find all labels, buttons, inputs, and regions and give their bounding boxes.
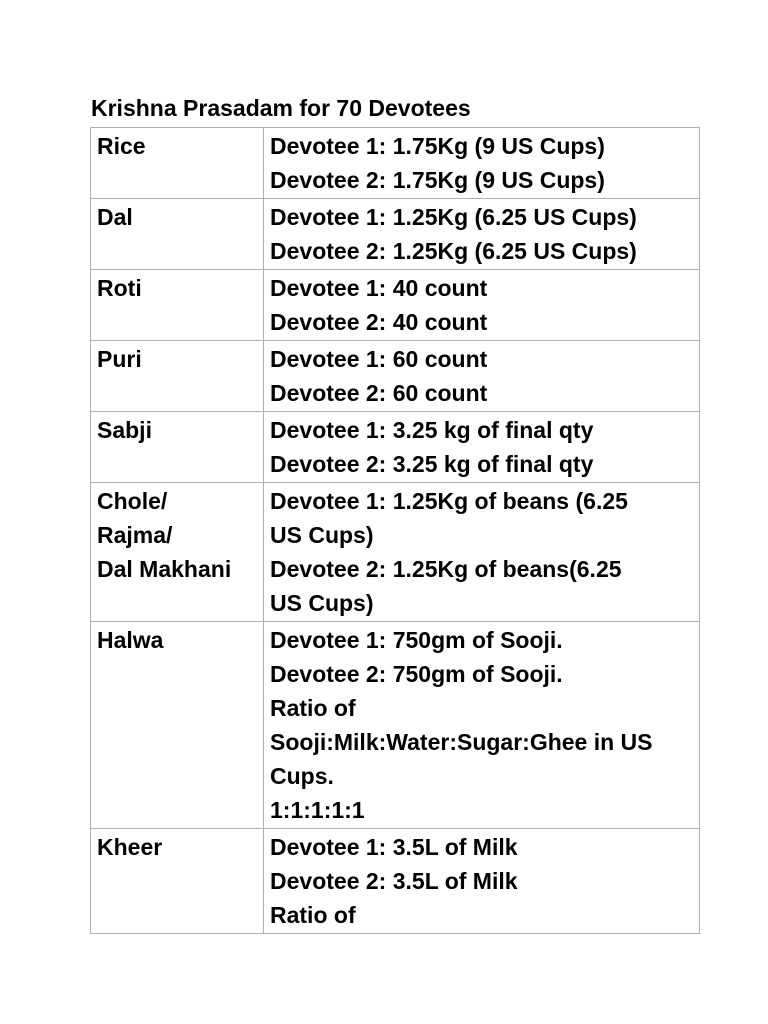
table-row (91, 483, 700, 622)
quantity-detail-line: Ratio of (270, 902, 356, 928)
item-name-cell (91, 270, 264, 341)
quantity-detail-line: Devotee 1: 750gm of Sooji. (270, 627, 563, 653)
quantity-details-cell (264, 412, 700, 483)
quantity-detail-line: Devotee 1: 1.75Kg (9 US Cups) (270, 133, 605, 159)
item-name-line: Rajma/ (97, 522, 173, 548)
quantity-detail-line: Devotee 2: 60 count (270, 380, 488, 406)
quantity-details-cell (264, 270, 700, 341)
item-name-line: Rice (97, 133, 146, 159)
quantity-detail-line: Devotee 2: 3.25 kg of final qty (270, 451, 594, 477)
quantity-detail-line: Devotee 1: 40 count (270, 275, 488, 301)
table-row (91, 341, 700, 412)
document-title: Krishna Prasadam for 70 Devotees (91, 95, 471, 121)
quantity-details-cell (264, 483, 700, 622)
quantity-details-cell (264, 341, 700, 412)
quantity-detail-line: Cups. (270, 763, 334, 789)
table-row (91, 270, 700, 341)
quantity-detail-line: Sooji:Milk:Water:Sugar:Ghee in US (270, 729, 653, 755)
quantity-detail-line: US Cups) (270, 522, 374, 548)
prasadam-table (90, 127, 700, 934)
quantity-detail-line: Devotee 2: 1.25Kg of beans(6.25 (270, 556, 622, 582)
item-name-line: Dal (97, 204, 133, 230)
quantity-detail-line: Devotee 2: 3.5L of Milk (270, 868, 518, 894)
quantity-detail-line: Devotee 1: 1.25Kg of beans (6.25 (270, 488, 628, 514)
item-name-cell (91, 128, 264, 199)
table-row (91, 128, 700, 199)
item-name-line: Sabji (97, 417, 152, 443)
quantity-detail-line: Devotee 2: 750gm of Sooji. (270, 661, 563, 687)
item-name-cell (91, 829, 264, 934)
quantity-details-cell (264, 829, 700, 934)
item-name-cell (91, 341, 264, 412)
table-row (91, 199, 700, 270)
table-row (91, 622, 700, 829)
item-name-cell (91, 622, 264, 829)
table-row (91, 829, 700, 934)
table-body (91, 128, 700, 934)
quantity-details-cell (264, 622, 700, 829)
item-name-line: Roti (97, 275, 142, 301)
quantity-detail-line: Devotee 2: 40 count (270, 309, 488, 335)
quantity-detail-line: Devotee 1: 1.25Kg (6.25 US Cups) (270, 204, 637, 230)
item-name-line: Chole/ (97, 488, 168, 514)
quantity-detail-line: 1:1:1:1:1 (270, 797, 365, 823)
quantity-detail-line: Devotee 1: 60 count (270, 346, 488, 372)
item-name-line: Halwa (97, 627, 164, 653)
quantity-detail-line: US Cups) (270, 590, 374, 616)
table-row (91, 412, 700, 483)
quantity-detail-line: Devotee 1: 3.5L of Milk (270, 834, 518, 860)
item-name-cell (91, 483, 264, 622)
quantity-detail-line: Devotee 1: 3.25 kg of final qty (270, 417, 594, 443)
item-name-cell (91, 412, 264, 483)
quantity-detail-line: Devotee 2: 1.25Kg (6.25 US Cups) (270, 238, 637, 264)
quantity-detail-line: Devotee 2: 1.75Kg (9 US Cups) (270, 167, 605, 193)
item-name-line: Kheer (97, 834, 163, 860)
item-name-cell (91, 199, 264, 270)
quantity-details-cell (264, 199, 700, 270)
quantity-details-cell (264, 128, 700, 199)
item-name-line: Dal Makhani (97, 556, 232, 582)
item-name-line: Puri (97, 346, 142, 372)
quantity-detail-line: Ratio of (270, 695, 356, 721)
